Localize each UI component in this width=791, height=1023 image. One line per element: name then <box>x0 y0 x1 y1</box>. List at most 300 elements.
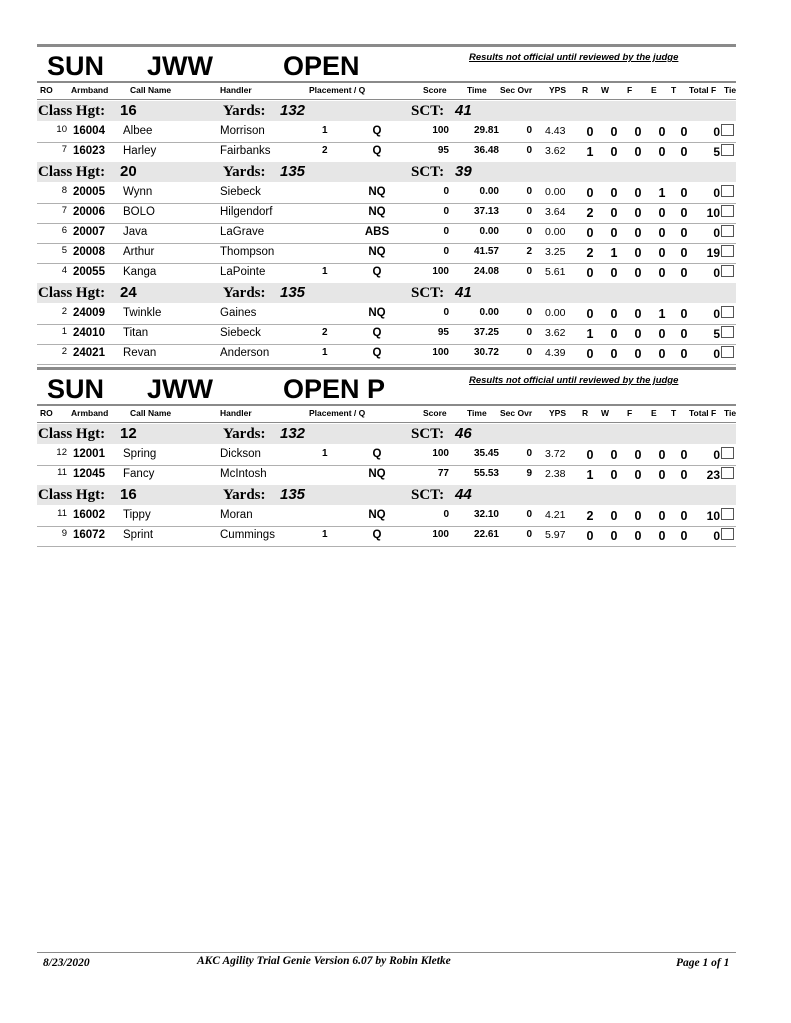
yards-per-second: 4.39 <box>545 347 566 359</box>
tie-checkbox[interactable] <box>721 205 734 217</box>
fault-t: 0 <box>680 186 688 200</box>
call-name: Revan <box>123 347 157 359</box>
fault-t: 0 <box>680 206 688 220</box>
run-time: 37.25 <box>473 327 499 338</box>
total-faults: 19 <box>706 246 720 260</box>
class-hgt-label: Class Hgt: <box>38 426 106 442</box>
fault-t: 0 <box>680 448 688 462</box>
disclaimer-note: Results not official until reviewed by the judge <box>469 52 679 63</box>
call-name: Albee <box>123 125 153 137</box>
handler-name: Moran <box>220 509 253 521</box>
column-header: YPS <box>549 85 567 95</box>
seconds-over: 9 <box>526 468 532 479</box>
result-row <box>37 183 736 204</box>
run-order: 2 <box>61 346 67 357</box>
column-header: Placement / Q <box>309 85 366 95</box>
fault-w: 0 <box>610 145 618 159</box>
run-time: 0.00 <box>479 307 499 318</box>
placement: 1 <box>322 448 328 459</box>
fault-r: 0 <box>586 529 594 543</box>
armband: 12045 <box>73 468 105 480</box>
run-time: 30.72 <box>473 347 499 358</box>
yards-per-second: 3.25 <box>545 246 566 258</box>
qualifying-status: NQ <box>368 206 386 218</box>
column-header: W <box>601 85 610 95</box>
total-faults: 10 <box>706 509 720 523</box>
result-row <box>37 304 736 325</box>
total-faults: 0 <box>713 226 720 240</box>
call-name: Tippy <box>123 509 151 521</box>
yards-label: Yards: <box>223 103 266 119</box>
fault-e: 0 <box>658 529 666 543</box>
column-header: Score <box>423 408 447 418</box>
seconds-over: 0 <box>526 186 532 197</box>
sct-label: SCT: <box>411 164 445 180</box>
fault-w: 0 <box>610 266 618 280</box>
yards-per-second: 3.64 <box>545 206 566 218</box>
fault-t: 0 <box>680 266 688 280</box>
run-order: 1 <box>61 326 67 337</box>
class-hgt-value: 20 <box>120 163 137 180</box>
yards-label: Yards: <box>223 426 266 442</box>
fault-f: 0 <box>634 125 642 139</box>
result-row <box>37 142 736 163</box>
result-row <box>37 465 736 486</box>
column-header: Time <box>467 85 487 95</box>
fault-e: 0 <box>658 206 666 220</box>
column-header: Total F <box>689 408 717 418</box>
placement: 2 <box>322 145 328 156</box>
armband: 16004 <box>73 125 105 137</box>
handler-name: Dickson <box>220 448 261 460</box>
yards-per-second: 0.00 <box>545 226 566 238</box>
column-header: F <box>627 85 633 95</box>
run-order: 10 <box>56 124 67 135</box>
seconds-over: 0 <box>526 206 532 217</box>
call-name: Spring <box>123 448 157 460</box>
handler-name: LaGrave <box>220 226 265 238</box>
handler-name: Morrison <box>220 125 265 137</box>
handler-name: Fairbanks <box>220 145 271 157</box>
tie-checkbox[interactable] <box>721 447 734 459</box>
class-hgt-label: Class Hgt: <box>38 487 106 503</box>
handler-name: McIntosh <box>220 468 267 480</box>
result-row <box>37 223 736 244</box>
call-name: Titan <box>123 327 149 339</box>
sct-label: SCT: <box>411 285 445 301</box>
sct-value: 39 <box>455 163 472 180</box>
class-height-row <box>37 424 736 444</box>
fault-e: 0 <box>658 266 666 280</box>
column-header: E <box>651 85 657 95</box>
fault-w: 1 <box>610 246 618 260</box>
section-top-rule <box>37 367 736 370</box>
fault-f: 0 <box>634 226 642 240</box>
column-header: Armband <box>71 408 109 418</box>
fault-t: 0 <box>680 468 688 482</box>
fault-w: 0 <box>610 327 618 341</box>
fault-e: 0 <box>658 468 666 482</box>
class-height-row <box>37 101 736 121</box>
fault-w: 0 <box>610 347 618 361</box>
fault-f: 0 <box>634 347 642 361</box>
column-header: R <box>582 85 589 95</box>
total-faults: 10 <box>706 206 720 220</box>
result-row <box>37 324 736 345</box>
column-header: Tie <box>724 408 737 418</box>
fault-r: 0 <box>586 226 594 240</box>
column-header: R <box>582 408 589 418</box>
section-top-rule <box>37 44 736 47</box>
tie-checkbox[interactable] <box>721 326 734 338</box>
class-hgt-value: 12 <box>120 425 137 442</box>
tie-checkbox[interactable] <box>721 225 734 237</box>
armband: 20055 <box>73 266 105 278</box>
column-header: F <box>627 408 633 418</box>
class-height-row <box>37 485 736 505</box>
fault-r: 0 <box>586 266 594 280</box>
handler-name: Thompson <box>220 246 275 258</box>
result-row <box>37 243 736 264</box>
score: 95 <box>437 145 449 156</box>
column-header: Sec Ovr <box>500 408 533 418</box>
day-label: SUN <box>47 374 105 404</box>
call-name: Fancy <box>123 468 155 480</box>
level-label: OPEN <box>283 51 360 81</box>
sct-label: SCT: <box>411 103 445 119</box>
score: 100 <box>432 347 449 358</box>
result-row <box>37 344 736 365</box>
tie-checkbox[interactable] <box>721 528 734 540</box>
qualifying-status: NQ <box>368 468 386 480</box>
fault-r: 1 <box>586 145 594 159</box>
fault-f: 0 <box>634 327 642 341</box>
total-faults: 0 <box>713 529 720 543</box>
run-time: 29.81 <box>473 125 499 136</box>
placement: 1 <box>322 347 328 358</box>
run-order: 8 <box>61 185 67 196</box>
fault-e: 0 <box>658 448 666 462</box>
yards-value: 135 <box>280 486 306 503</box>
score: 100 <box>432 529 449 540</box>
column-header: Handler <box>220 85 252 95</box>
fault-t: 0 <box>680 226 688 240</box>
column-header: Call Name <box>130 85 172 95</box>
armband: 24021 <box>73 347 105 359</box>
yards-value: 135 <box>280 284 306 301</box>
footer-page-number: Page 1 of 1 <box>676 957 730 969</box>
score: 100 <box>432 448 449 459</box>
sct-value: 44 <box>455 486 472 503</box>
run-order: 4 <box>61 265 67 276</box>
column-header: T <box>671 408 677 418</box>
result-row <box>37 445 736 466</box>
total-faults: 5 <box>713 327 720 341</box>
seconds-over: 0 <box>526 448 532 459</box>
fault-w: 0 <box>610 448 618 462</box>
fault-e: 0 <box>658 509 666 523</box>
placement: 2 <box>322 327 328 338</box>
fault-r: 0 <box>586 307 594 321</box>
event-label: JWW <box>147 374 213 404</box>
run-time: 0.00 <box>479 186 499 197</box>
score: 77 <box>437 468 449 479</box>
seconds-over: 2 <box>526 246 532 257</box>
fault-f: 0 <box>634 529 642 543</box>
fault-t: 0 <box>680 509 688 523</box>
column-header: T <box>671 85 677 95</box>
run-order: 7 <box>61 205 67 216</box>
seconds-over: 0 <box>526 307 532 318</box>
fault-t: 0 <box>680 145 688 159</box>
run-order: 6 <box>61 225 67 236</box>
qualifying-status: NQ <box>368 509 386 521</box>
call-name: Wynn <box>123 186 153 198</box>
seconds-over: 0 <box>526 347 532 358</box>
yards-label: Yards: <box>223 164 266 180</box>
fault-w: 0 <box>610 529 618 543</box>
sct-value: 41 <box>455 102 472 119</box>
sct-label: SCT: <box>411 426 445 442</box>
footer-date: 8/23/2020 <box>43 957 90 969</box>
yards-value: 135 <box>280 163 306 180</box>
column-header: Call Name <box>130 408 172 418</box>
yards-label: Yards: <box>223 487 266 503</box>
sct-label: SCT: <box>411 487 445 503</box>
class-hgt-value: 16 <box>120 486 137 503</box>
call-name: Arthur <box>123 246 155 258</box>
run-time: 37.13 <box>473 206 499 217</box>
total-faults: 0 <box>713 186 720 200</box>
column-header-row <box>37 404 736 423</box>
fault-e: 0 <box>658 145 666 159</box>
tie-checkbox[interactable] <box>721 508 734 520</box>
column-header: E <box>651 408 657 418</box>
fault-r: 1 <box>586 468 594 482</box>
total-faults: 0 <box>713 266 720 280</box>
fault-w: 0 <box>610 125 618 139</box>
qualifying-status: NQ <box>368 307 386 319</box>
fault-w: 0 <box>610 307 618 321</box>
armband: 20008 <box>73 246 105 258</box>
yards-per-second: 3.62 <box>545 327 566 339</box>
total-faults: 0 <box>713 307 720 321</box>
column-header: Sec Ovr <box>500 85 533 95</box>
level-label: OPEN P <box>283 374 386 404</box>
qualifying-status: Q <box>372 145 382 157</box>
call-name: Harley <box>123 145 157 157</box>
score: 100 <box>432 266 449 277</box>
seconds-over: 0 <box>526 327 532 338</box>
fault-e: 0 <box>658 327 666 341</box>
armband: 16023 <box>73 145 105 157</box>
run-time: 24.08 <box>473 266 499 277</box>
column-header: Placement / Q <box>309 408 366 418</box>
yards-per-second: 4.43 <box>545 125 566 137</box>
run-time: 0.00 <box>479 226 499 237</box>
yards-value: 132 <box>280 425 306 442</box>
run-order: 12 <box>56 447 67 458</box>
qualifying-status: Q <box>372 529 382 541</box>
placement: 1 <box>322 529 328 540</box>
fault-t: 0 <box>680 347 688 361</box>
fault-r: 0 <box>586 125 594 139</box>
column-header: Time <box>467 408 487 418</box>
armband: 20007 <box>73 226 105 238</box>
yards-per-second: 3.72 <box>545 448 566 460</box>
fault-r: 1 <box>586 327 594 341</box>
placement: 1 <box>322 266 328 277</box>
footer-divider <box>37 952 736 953</box>
tie-checkbox[interactable] <box>721 265 734 277</box>
fault-f: 0 <box>634 206 642 220</box>
score: 0 <box>443 206 449 217</box>
fault-t: 0 <box>680 307 688 321</box>
tie-checkbox[interactable] <box>721 124 734 136</box>
sct-value: 46 <box>455 425 472 442</box>
handler-name: Hilgendorf <box>220 206 273 218</box>
result-row <box>37 122 736 143</box>
call-name: Twinkle <box>123 307 162 319</box>
tie-checkbox[interactable] <box>721 346 734 358</box>
fault-w: 0 <box>610 468 618 482</box>
tie-checkbox[interactable] <box>721 467 734 479</box>
column-header: Handler <box>220 408 252 418</box>
run-order: 5 <box>61 245 67 256</box>
column-header: W <box>601 408 610 418</box>
run-order: 11 <box>57 508 67 519</box>
qualifying-status: Q <box>372 347 382 359</box>
class-hgt-value: 24 <box>120 284 137 301</box>
run-time: 55.53 <box>473 468 499 479</box>
tie-checkbox[interactable] <box>721 144 734 156</box>
tie-checkbox[interactable] <box>721 185 734 197</box>
disclaimer-note: Results not official until reviewed by the judge <box>469 375 679 386</box>
qualifying-status: Q <box>372 125 382 137</box>
class-hgt-label: Class Hgt: <box>38 164 106 180</box>
fault-e: 0 <box>658 226 666 240</box>
yards-per-second: 4.21 <box>545 509 566 521</box>
fault-r: 0 <box>586 186 594 200</box>
run-order: 2 <box>61 306 67 317</box>
fault-t: 0 <box>680 125 688 139</box>
run-order: 11 <box>57 467 67 478</box>
class-hgt-label: Class Hgt: <box>38 103 106 119</box>
handler-name: Cummings <box>220 529 275 541</box>
tie-checkbox[interactable] <box>721 306 734 318</box>
sct-value: 41 <box>455 284 472 301</box>
fault-t: 0 <box>680 246 688 260</box>
qualifying-status: Q <box>372 266 382 278</box>
handler-name: Gaines <box>220 307 257 319</box>
fault-f: 0 <box>634 307 642 321</box>
score: 0 <box>443 226 449 237</box>
fault-e: 0 <box>658 246 666 260</box>
result-row <box>37 203 736 224</box>
class-hgt-label: Class Hgt: <box>38 285 106 301</box>
seconds-over: 0 <box>526 529 532 540</box>
armband: 20006 <box>73 206 105 218</box>
total-faults: 0 <box>713 448 720 462</box>
handler-name: Siebeck <box>220 186 261 198</box>
class-hgt-value: 16 <box>120 102 137 119</box>
call-name: Kanga <box>123 266 157 278</box>
result-row <box>37 526 736 547</box>
fault-f: 0 <box>634 448 642 462</box>
score: 0 <box>443 509 449 520</box>
armband: 16072 <box>73 529 105 541</box>
qualifying-status: NQ <box>368 246 386 258</box>
result-row <box>37 506 736 527</box>
total-faults: 0 <box>713 347 720 361</box>
column-header: RO <box>40 85 53 95</box>
handler-name: Siebeck <box>220 327 261 339</box>
score: 0 <box>443 246 449 257</box>
armband: 24010 <box>73 327 105 339</box>
score: 95 <box>437 327 449 338</box>
armband: 16002 <box>73 509 105 521</box>
total-faults: 23 <box>706 468 720 482</box>
seconds-over: 0 <box>526 509 532 520</box>
fault-w: 0 <box>610 206 618 220</box>
footer-app-credit: AKC Agility Trial Genie Version 6.07 by Robin Kletke <box>197 955 451 967</box>
fault-f: 0 <box>634 266 642 280</box>
column-header-row <box>37 81 736 100</box>
fault-t: 0 <box>680 327 688 341</box>
yards-per-second: 0.00 <box>545 307 566 319</box>
run-time: 41.57 <box>473 246 499 257</box>
yards-per-second: 2.38 <box>545 468 566 480</box>
yards-value: 132 <box>280 102 306 119</box>
run-time: 35.45 <box>473 448 499 459</box>
fault-r: 2 <box>586 509 594 523</box>
total-faults: 5 <box>713 145 720 159</box>
fault-e: 0 <box>658 125 666 139</box>
column-header: RO <box>40 408 53 418</box>
qualifying-status: ABS <box>364 226 390 238</box>
run-time: 32.10 <box>473 509 499 520</box>
result-row <box>37 263 736 284</box>
run-time: 36.48 <box>473 145 499 156</box>
fault-f: 0 <box>634 468 642 482</box>
score: 100 <box>432 125 449 136</box>
fault-w: 0 <box>610 509 618 523</box>
fault-e: 0 <box>658 347 666 361</box>
score: 0 <box>443 186 449 197</box>
column-header: Tie <box>724 85 737 95</box>
placement: 1 <box>322 125 328 136</box>
score: 0 <box>443 307 449 318</box>
column-header: Armband <box>71 85 109 95</box>
yards-label: Yards: <box>223 285 266 301</box>
tie-checkbox[interactable] <box>721 245 734 257</box>
class-height-row <box>37 283 736 303</box>
fault-t: 0 <box>680 529 688 543</box>
run-order: 7 <box>61 144 67 155</box>
handler-name: Anderson <box>220 347 270 359</box>
column-header: YPS <box>549 408 567 418</box>
fault-e: 1 <box>658 186 666 200</box>
run-time: 22.61 <box>473 529 499 540</box>
qualifying-status: Q <box>372 327 382 339</box>
yards-per-second: 0.00 <box>545 186 566 198</box>
armband: 12001 <box>73 448 105 460</box>
fault-r: 0 <box>586 448 594 462</box>
column-header: Score <box>423 85 447 95</box>
yards-per-second: 5.97 <box>545 529 566 541</box>
fault-w: 0 <box>610 186 618 200</box>
fault-f: 0 <box>634 509 642 523</box>
